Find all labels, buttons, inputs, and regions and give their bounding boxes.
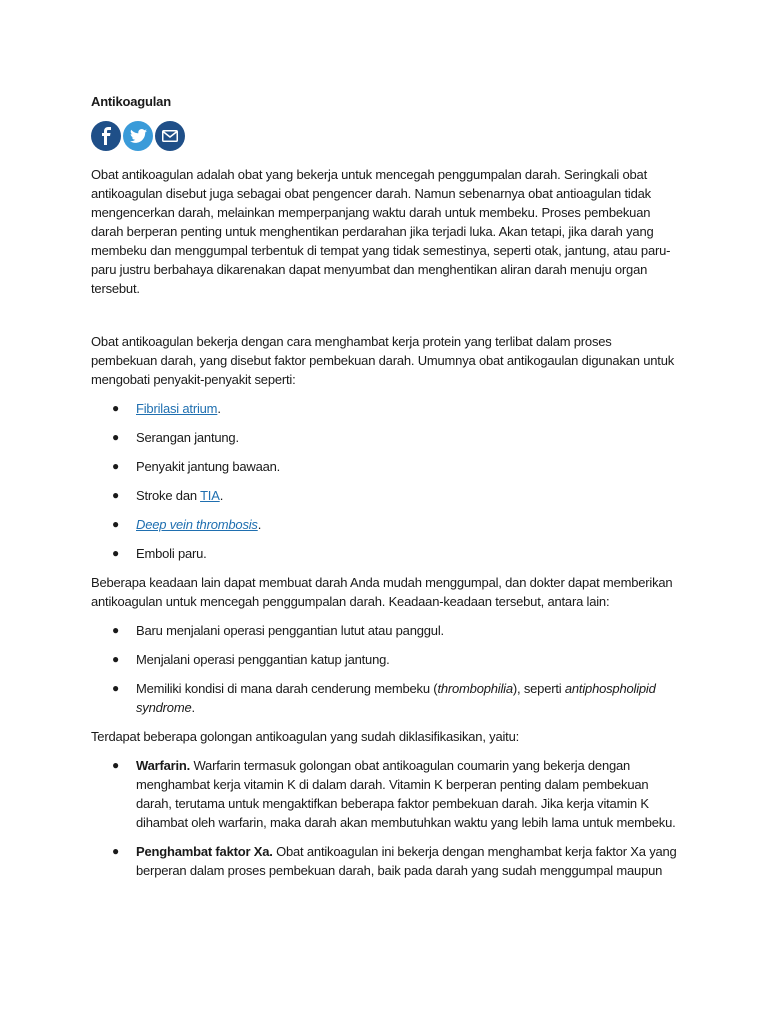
disease-list bbox=[91, 399, 681, 563]
page-title: Antikoagulan bbox=[91, 94, 171, 109]
list-item: ● Emboli paru. bbox=[112, 546, 207, 561]
facebook-share-button[interactable] bbox=[91, 121, 121, 151]
bullet-icon: ● bbox=[112, 430, 120, 444]
email-share-button[interactable] bbox=[155, 121, 185, 151]
list-item: ● Penyakit jantung bawaan. bbox=[112, 459, 281, 474]
bullet-icon: ● bbox=[112, 623, 120, 637]
list-item: ● Fibrilasi atrium. bbox=[112, 401, 221, 416]
bullet-icon: ● bbox=[112, 488, 120, 502]
bullet-icon: ● bbox=[112, 844, 120, 858]
list-item: ● Stroke dan TIA. bbox=[112, 488, 224, 503]
bullet-icon: ● bbox=[112, 401, 120, 415]
link-deep-vein-thrombosis[interactable]: Deep vein thrombosis bbox=[136, 517, 258, 532]
list-item: ● Deep vein thrombosis. bbox=[112, 517, 262, 532]
paragraph-conditions: Beberapa keadaan lain dapat membuat darah Anda mudah menggumpal, dan dokter dapat memberikan antikoagulan untuk mencegah penggumpalan darah. Keadaan-keadaan tersebut, antara lain: bbox=[91, 575, 673, 609]
twitter-icon bbox=[130, 129, 147, 143]
link-fibrilasi-atrium[interactable]: Fibrilasi atrium bbox=[136, 401, 218, 416]
list-item: ● Warfarin. Warfarin termasuk golongan obat antikoagulan coumarin yang bekerja dengan menghambat kerja vitamin K di dalam darah. Vitamin K berperan penting dalam pembekuan darah, terutama untuk mengaktifkan beberapa faktor pembekuan darah. Jika kerja vitamin K dihambat oleh warfarin, maka darah akan membutuhkan waktu yang lebih lama untuk membeku. bbox=[112, 758, 676, 830]
link-tia[interactable]: TIA bbox=[200, 488, 220, 503]
share-buttons bbox=[91, 121, 681, 151]
paragraph-classes: Terdapat beberapa golongan antikoagulan yang sudah diklasifikasikan, yaitu: bbox=[91, 729, 520, 744]
list-item: ● Baru menjalani operasi penggantian lutut atau panggul. bbox=[112, 623, 444, 638]
list-item: ● Penghambat faktor Xa. Obat antikoagulan ini bekerja dengan menghambat kerja faktor Xa yang berperan dalam proses pembekuan darah, baik pada darah yang sudah menggumpal maupun bbox=[112, 844, 677, 878]
paragraph-intro: Obat antikoagulan adalah obat yang bekerja untuk mencegah penggumpalan darah. Seringkali obat antikoagulan disebut juga sebagai obat pengencer darah. Namun sebenarnya obat antioagulan tidak mengencerkan darah, melainkan memperpanjang waktu darah untuk membeku. Proses pembekuan darah berperan penting untuk menghentikan perdarahan jika terjadi luka. Akan tetapi, jika darah yang membeku dan menggumpal terbentuk di tempat yang tidak semestinya, seperti otak, jantung, atau paru-paru justru berbahaya dikarenakan dapat menyumbat dan menghentikan aliran darah menuju organ tersebut. bbox=[91, 167, 671, 296]
bullet-icon: ● bbox=[112, 459, 120, 473]
bullet-icon: ● bbox=[112, 517, 120, 531]
list-item: ● Serangan jantung. bbox=[112, 430, 239, 445]
bullet-icon: ● bbox=[112, 652, 120, 666]
facebook-icon bbox=[99, 127, 113, 145]
drug-class-list bbox=[91, 756, 681, 880]
document-page bbox=[91, 92, 681, 890]
condition-list bbox=[91, 621, 681, 717]
envelope-icon bbox=[162, 130, 178, 142]
paragraph-mechanism: Obat antikoagulan bekerja dengan cara menghambat kerja protein yang terlibat dalam proses pembekuan darah, yang disebut faktor pembekuan darah. Umumnya obat antikogaulan digunakan untuk mengobati penyakit-penyakit seperti: bbox=[91, 334, 675, 387]
list-item: ● Menjalani operasi penggantian katup jantung. bbox=[112, 652, 390, 667]
bullet-icon: ● bbox=[112, 546, 120, 560]
list-item: ● Memiliki kondisi di mana darah cenderung membeku (thrombophilia), seperti antiphospholipid syndrome. bbox=[112, 681, 656, 715]
twitter-share-button[interactable] bbox=[123, 121, 153, 151]
bullet-icon: ● bbox=[112, 681, 120, 695]
bullet-icon: ● bbox=[112, 758, 120, 772]
